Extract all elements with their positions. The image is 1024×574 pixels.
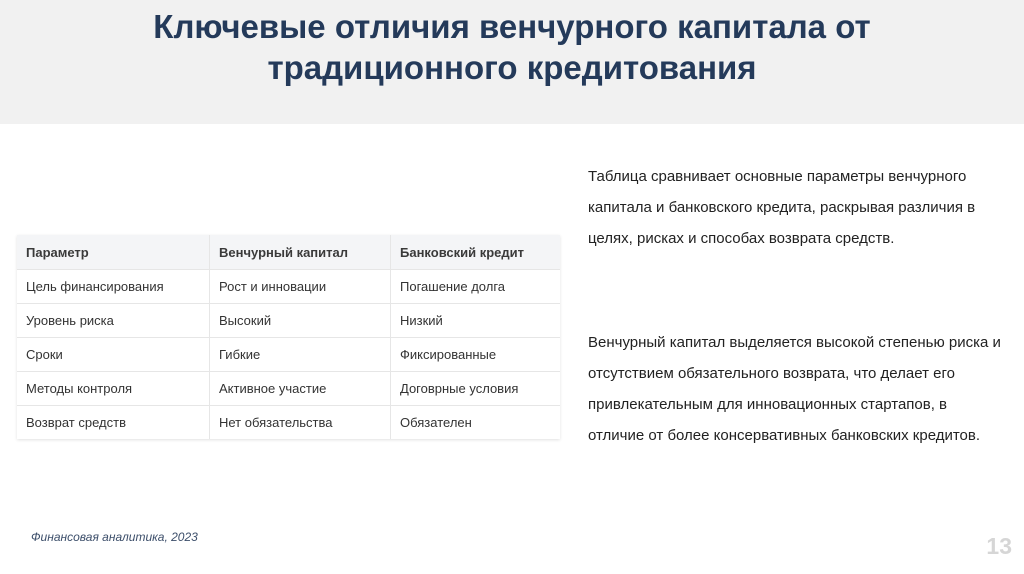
table-row <box>17 338 560 372</box>
table-cell: Возврат средств <box>17 406 210 440</box>
table-row <box>17 304 560 338</box>
table-header-row <box>17 235 560 270</box>
column-header-parameter: Параметр <box>17 235 210 270</box>
table-cell: Рост и инновации <box>210 270 391 304</box>
table-row <box>17 270 560 304</box>
table-cell: Цель финансирования <box>17 270 210 304</box>
table-cell: Низкий <box>391 304 561 338</box>
table-cell: Нет обязательства <box>210 406 391 440</box>
description-paragraph-1: Таблица сравнивает основные параметры венчурного капитала и банковского кредита, раскрывая различия в целях, рисках и способах возврата средств. <box>588 168 976 247</box>
table-row <box>17 406 560 440</box>
slide-title-line-1: Ключевые отличия венчурного капитала от <box>153 8 871 45</box>
table-cell: Уровень риска <box>17 304 210 338</box>
table-cell: Обязателен <box>400 415 472 430</box>
table-cell: Сроки <box>17 338 210 372</box>
table-cell: Активное участие <box>210 372 391 406</box>
table-cell: Фиксированные <box>391 338 561 372</box>
table-cell: Договрные условия <box>391 372 561 406</box>
table-cell: Высокий <box>210 304 391 338</box>
column-header-bank: Банковский кредит <box>391 235 561 270</box>
table-cell: Гибкие <box>210 338 391 372</box>
column-header-venture: Венчурный капитал <box>210 235 391 270</box>
footer-source: Финансовая аналитика, 2023 <box>31 530 198 544</box>
description-paragraph-2: Венчурный капитал выделяется высокой степенью риска и отсутствием обязательного возврата, что делает его привлекательным для инновационных стартапов, в отличие от более консервативных банковских кредитов. <box>588 334 1001 444</box>
slide-title <box>0 6 1024 88</box>
slide-title-line-2: традиционного кредитования <box>267 49 757 86</box>
comparison-table <box>17 235 560 439</box>
page-number: 13 <box>986 533 1012 559</box>
table-cell: Методы контроля <box>17 372 210 406</box>
table-cell: Погашение долга <box>391 270 561 304</box>
table-row <box>17 372 560 406</box>
